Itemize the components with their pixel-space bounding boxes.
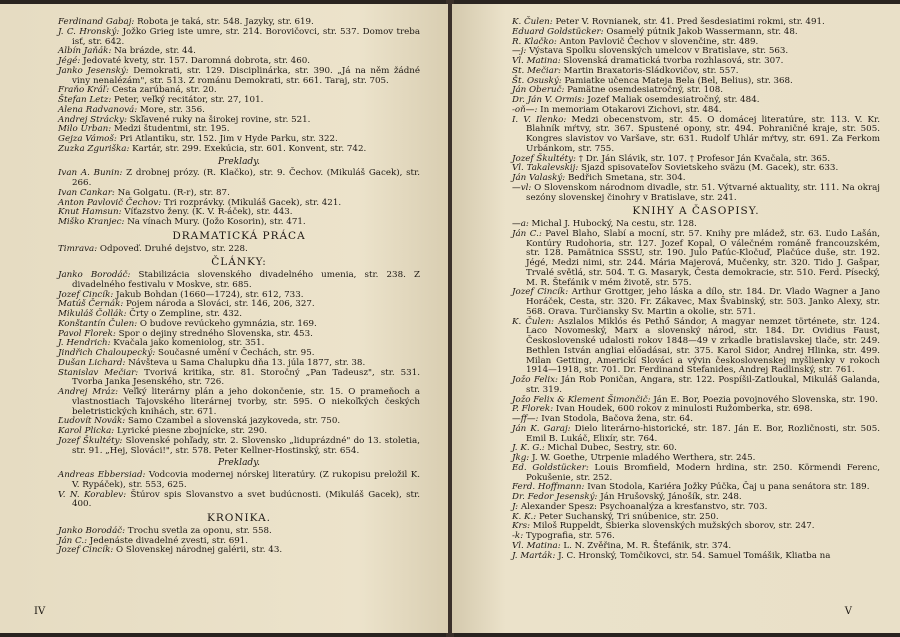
entry-author: Janko Jesenský: (58, 65, 129, 76)
index-entry (512, 376, 880, 396)
entry-author: Gejza Vámoš: (58, 134, 117, 144)
entry-author: Jindřich Chaloupecký: (58, 348, 156, 358)
entry-text: Ivan Houdek, 600 rokov z minulosti Ružomberka, str. 698. (553, 404, 813, 415)
entry-text: Současné umění v Čechách, str. 95. (155, 348, 315, 358)
index-entry (58, 218, 420, 228)
left-heading-dramaticka: DRAMATICKÁ PRÁCA (172, 229, 306, 242)
entry-text: More, str. 356. (137, 104, 205, 115)
entry-author: Ivan A. Bunin: (58, 168, 123, 179)
entry-text: Kartár, str. 299. Exekúcia, str. 601. Konvent, str. 742. (129, 143, 367, 154)
entry-author: Ferd. Hoffmann: (512, 482, 585, 493)
left-column (58, 18, 420, 556)
entry-author: Ján Oberuč: (512, 85, 565, 96)
entry-author: Knut Hamsun: (58, 207, 122, 218)
entry-author: Pavol Florek: (58, 328, 116, 339)
left-block6 (58, 527, 420, 556)
entry-author: -k: (512, 531, 524, 541)
entry-author: Stanislav Mečiar: (58, 367, 139, 378)
entry-text: Tvorivá kritika, str. 81. Storočný „Pan Tadeusz", str. 531. Tvorba Janka Jesenského, str. 726. (72, 367, 420, 388)
entry-author: —j: (512, 46, 527, 57)
right-block1 (512, 18, 880, 203)
entry-author: Zuzka Zguriška: (58, 143, 130, 154)
entry-text: Peter V. Rovnianek, str. 41. Pred šesdesiatimi rokmi, str. 491. (552, 17, 825, 27)
left-block2 (58, 169, 420, 228)
entry-author: Jozef Škultéty: (512, 153, 576, 164)
entry-author: J: (512, 501, 519, 512)
entry-text: Jakub Bohdan (1660—1724), str. 612, 733. (113, 289, 304, 300)
index-entry (58, 546, 420, 556)
index-entry (58, 271, 420, 291)
entry-text: Lyrické piesne zbojnícke, str. 290. (114, 426, 268, 436)
left-block3 (58, 245, 420, 255)
entry-text: Aszlalos Miklós és Pethő Sándor, A magyar nemzet története, str. 124. Laco Novomeský, Marx a slovenský národ, str. 184. Dr. Ovidius Faust, Československé udalosti rokov 1848—49 v zrkadle bratislavskej tlače, str. 249. Bethlen István angliai előadásai, str. 375. Karol Sidor, Andrej Hlinka, str. 499. Milan Getting, Americkí Slováci a vývin československej myšlienky v rokoch 1914—1918, str. 701. Dr. Ferdinand Stefanides, Andrej Radlinský, str. 761. (526, 316, 880, 376)
entry-author: J. C. Hronský: (58, 26, 120, 37)
entry-text: Pamiatke učenca Mateja Bela (Bel, Belius), str. 368. (561, 75, 793, 86)
entry-author: Eduard Goldstücker: (512, 26, 604, 37)
entry-text: Na brázde, str. 44. (111, 46, 196, 57)
entry-text: Louis Bromfield, Modern hrdina, str. 250. Körmendi Ferenc, Pokušenie, str. 252. (526, 462, 880, 483)
entry-text: Robota je taká, str. 548. Jazyky, str. 619. (134, 17, 314, 27)
entry-author: Janko Borodáč: (58, 270, 131, 280)
entry-text: Jedenáste divadelné zvesti, str. 691. (87, 535, 249, 546)
left-heading-clanky: ČLÁNKY: (211, 256, 267, 269)
index-entry (58, 245, 420, 255)
entry-author: Karol Plicka: (58, 426, 115, 436)
entry-text: Typografia, str. 576. (523, 531, 615, 541)
entry-text: Z drobnej prózy. (R. Klačko), str. 9. Čechov. (Mikuláš Gacek), str. 266. (72, 168, 420, 188)
entry-text: Martin Braxatoris-Sládkovičov, str. 557. (560, 65, 739, 76)
entry-text: Demokrati, str. 129. Disciplinárka, str. 390. „Já na něm žádné viny nenalézám", str. 513. Z románu Demokrati, str. 661. Taraj, str. 705. (72, 65, 420, 86)
right-column (512, 18, 880, 561)
entry-author: Andrej Strácky: (58, 114, 127, 125)
entry-author: K. Čulen: (512, 17, 553, 27)
entry-author: Andreas Ebbersiad: (58, 470, 146, 480)
entry-text: Anton Pavlovič Čechov v slovenčine, str. 489. (556, 36, 759, 47)
entry-author: I. V. Ilenko: (512, 114, 567, 125)
entry-author: Ján C.: (58, 535, 88, 546)
entry-author: Dr. Fedor Jesenský: (512, 492, 598, 502)
entry-text: Ivan Stodola, Kariéra Jožky Púčka, Čaj u pana senátora str. 189. (584, 482, 870, 493)
entry-text: Medzi študentmi, str. 195. (111, 124, 230, 135)
entry-author: Konštantín Čulen: (58, 318, 138, 329)
left-heading-kronika: KRONIKA. (206, 512, 272, 524)
entry-author: Ed. Goldstücker: (512, 462, 589, 473)
entry-author: Miško Kranjec: (58, 217, 125, 227)
entry-text: Spor o dejiny stredného Slovenska, str. 453. (115, 328, 313, 339)
entry-author: Jégé: (58, 56, 81, 66)
entry-author: St. Mečiar: (512, 65, 561, 76)
entry-author: Jožo Felix: (512, 375, 558, 385)
entry-author: K. Čulen: (512, 316, 554, 327)
entry-author: Albín Jaňák: (58, 46, 112, 57)
entry-text: Črty o Zempline, str. 432. (126, 309, 243, 319)
entry-author: Mikuláš Čollák: (58, 309, 127, 319)
entry-author: Ivan Cankar: (58, 187, 115, 198)
entry-author: —a: (512, 219, 529, 229)
entry-author: Jozef Škultéty: (58, 435, 123, 446)
entry-author: Jozef Cincík: (58, 289, 114, 300)
entry-text: Pavel Blaho, Slabí a mocní, str. 57. Knihy pre mládež, str. 63. Ľudo Lašán, Kontúry Rudohoria, str. 127. Jozef Kopal, O válečném románě francouzském, str. 128. Pamätnica SSSU, str. 190. Julo Paťúc-Kločuď, Plačúce duše, str. 192. Jégé, Medzi nimi, str. 244. Mária Majerová, Mučenky, str. 320. Tido J. Gašpar, Trvalé světlá, str. 504. T. G. Masaryk, Česta demokracie, str. 510. Ferd. Písecký, M. R. Štefánik v mém životě, str. 575. (526, 228, 880, 288)
entry-author: Jkg: (512, 453, 530, 463)
entry-text: Skľavené ruky na širokej rovine, str. 521. (126, 114, 311, 125)
index-entry (512, 230, 880, 289)
entry-text: In memoriam Otakarovi Zichovi, str. 484. (537, 104, 722, 115)
entry-author: -oň—: (512, 104, 538, 115)
entry-text: Sjazd spisovateľov Sovietskeho sväzu (M. Gacek), str. 633. (578, 163, 839, 174)
entry-author: Timrava: (58, 243, 98, 254)
entry-author: Štefan Letz: (58, 95, 112, 105)
index-entry (58, 28, 420, 48)
entry-text: Na Golgatu. (R-r), str. 87. (114, 187, 230, 198)
entry-author: Milo Urban: (58, 124, 112, 135)
entry-text: Dielo literárno-historické, str. 187. Ján E. Bor, Rozličnosti, str. 505. Emil B. Lukáč, Elixír, str. 764. (526, 423, 880, 444)
right-heading-knihy: KNIHY A ČASOPISY. (632, 205, 760, 218)
index-entry (58, 67, 420, 87)
entry-author: V. N. Korablev: (58, 489, 127, 500)
entry-text: O Slovenskom národnom divadle, str. 51. Výtvarné aktuality, str. 111. Na okraj sezóny slovenskej činohry v Bratislave, str. 241. (526, 182, 880, 203)
entry-text: Tri rozprávky. (Mikuláš Gacek), str. 421. (161, 197, 342, 208)
entry-text: Výstava Spolku slovenských umelcov v Bratislave, str. 563. (526, 46, 789, 57)
left-block1 (58, 18, 420, 155)
entry-text: Odpoveď. Druhé dejstvo, str. 228. (97, 243, 248, 254)
index-entry (512, 318, 880, 377)
entry-text: Stabilizácia slovenského divadelného umenia, str. 238. Z divadelného festivalu v Moskve, str. 685. (72, 270, 421, 290)
entry-author: Fraňo Kráľ: (58, 85, 110, 96)
entry-text: Ján E. Bor, Poezia povojnového Slovenska, str. 190. (650, 394, 878, 405)
entry-author: J. K. G.: (512, 443, 545, 454)
left-subheading-2: Preklady. (218, 458, 260, 469)
entry-text: Peter, veľký recitátor, str. 27, 101. (111, 95, 264, 105)
entry-text: Bedřich Smetana, str. 304. (565, 173, 686, 183)
entry-text: Samo Czambel a slovenská jazykoveda, str. 750. (125, 416, 341, 427)
entry-text: Ivan Stodola, Bačova žena, str. 64. (538, 414, 694, 424)
right-page (452, 4, 900, 633)
entry-text: Víťazstvo ženy. (K. V. R-áček), str. 443. (121, 207, 293, 218)
entry-text: Veľký literárny plán a jeho dokončenie, str. 15. O prameňoch a vlastnostiach Tajovského literárnej tvorby, str. 595. O niekoľkých českých beletristických knihách, str. 671. (72, 387, 420, 417)
entry-author: Ján K. Garaj: (512, 423, 571, 434)
entry-text: Ján Hrušovský, Jánošík, str. 248. (597, 492, 742, 502)
entry-author: Ľudovít Novák: (58, 416, 126, 427)
entry-text: Trochu svetla za oponu, str. 558. (125, 525, 272, 536)
index-entry (512, 425, 880, 445)
entry-author: Št. Osuský: (512, 75, 562, 86)
entry-author: Ferdinand Gabaj: (58, 17, 135, 27)
index-entry (512, 552, 880, 562)
entry-text: Štúrov spis Slovanstvo a svet budúcnosti. (Mikuláš Gacek), str. 400. (72, 489, 420, 510)
entry-text: Slovenské pohľady, str. 2. Slovensko „liduprázdné" do 13. stoletia, str. 91. „Hej, Slováci!", str. 578. Peter Kellner-Hostinský, str. 654. (72, 435, 420, 456)
entry-text: Ján Rob Poničan, Angara, str. 122. Pospíšil-Zatloukal, Mikuláš Galanda, str. 319. (526, 375, 880, 395)
entry-text: Slovenská dramatická tvorba rozhlasová, str. 307. (560, 56, 784, 66)
index-entry (58, 169, 420, 189)
entry-author: Vl. Takalevskij: (512, 163, 579, 174)
entry-author: Andrej Mráz: (58, 387, 119, 397)
entry-text: Miloš Ruppeldt, Sbierka slovenských mužských sborov, str. 247. (530, 521, 815, 532)
entry-author: Jozef Cincík: (512, 287, 569, 298)
index-entry (58, 471, 420, 491)
entry-text: Osamelý pútnik Jakob Wassermann, str. 48. (603, 26, 798, 37)
entry-text: J. C. Hronský, Tomčikovci, str. 54. Samuel Tomášik, Kliatba na (555, 550, 831, 561)
entry-author: Alena Radvanová: (58, 104, 138, 115)
entry-text: Peter Suchanský, Tri snúbenice, str. 250. (536, 511, 719, 522)
entry-author: R. Klačko: (512, 36, 557, 47)
entry-author: Matúš Černák: (58, 299, 124, 310)
entry-text: J. W. Goethe, Utrpenie mladého Werthera, str. 245. (529, 453, 756, 463)
entry-author: P. Florek: (512, 404, 554, 415)
left-page-number: IV (34, 606, 46, 617)
entry-text: Michal Dubec, Sestry, str. 60. (544, 443, 677, 454)
index-entry (58, 145, 420, 155)
entry-text: Jožko Grieg iste umre, str. 214. Borovičovci, str. 537. Domov treba isť, str. 642. (72, 26, 420, 47)
entry-author: —ff—: (512, 414, 539, 424)
entry-author: Anton Pavlovič Čechov: (58, 197, 162, 208)
index-entry (512, 288, 880, 317)
right-page-number: V (844, 606, 852, 617)
entry-author: Dušan Lichard: (58, 357, 126, 368)
left-subheading-1: Preklady. (218, 156, 260, 167)
entry-text: Alexander Spesz: Psychoanalýza a kresťanstvo, str. 703. (518, 501, 768, 512)
entry-text: Na vínach Mury. (Jožo Kosorin), str. 471. (124, 217, 306, 227)
entry-author: Janko Borodáč: (58, 525, 126, 536)
entry-author: Jožo Felix & Klement Šimončič: (512, 394, 651, 405)
entry-author: Vl. Matina: (512, 56, 561, 66)
entry-text: Kvačala jako komeniolog, str. 351. (110, 338, 265, 349)
entry-author: Vl. Matina: (512, 540, 561, 551)
entry-text: Návšteva u Sama Chalupku dňa 13. júla 1877, str. 38. (125, 357, 366, 368)
entry-author: Ján C.: (512, 228, 542, 239)
entry-author: Ján Valaský: (512, 173, 566, 183)
entry-text: Jedovaté kvety, str. 157. Daromná dobrota, str. 460. (80, 56, 311, 66)
entry-text: Pri Atlantiku, str. 152. Jim v Hyde Parku, str. 322. (116, 134, 338, 144)
index-entry (58, 491, 420, 511)
entry-author: Dr. Ján V. Ormis: (512, 95, 585, 105)
entry-text: Jozef Maliak osemdesiatročný, str. 484. (584, 95, 760, 105)
index-entry (58, 437, 420, 457)
entry-text: Arthur Grottger, jeho láska a dílo, str. 184. Dr. Vlado Wagner a Jano Horáček, Cesta, str. 320. Fr. Zákavec, Max Švabinský, str. 503. Janko Alexy, str. 568. Orava. Turčiansky Sv. Martin a okolie, str. 571. (526, 287, 881, 317)
entry-author: Krs: (512, 521, 531, 532)
entry-text: Cesta zarúbaná, str. 20. (109, 85, 217, 96)
index-entry (58, 369, 420, 389)
entry-text: Pamätne osemdesiatročný, str. 108. (564, 85, 724, 96)
index-entry (512, 184, 880, 204)
entry-text: † Dr. Ján Slávik, str. 107. † Profesor Ján Kvačala, str. 365. (575, 153, 831, 164)
entry-author: J. Marták: (512, 550, 556, 561)
left-block5 (58, 471, 420, 510)
entry-author: J. Hendrich: (58, 338, 111, 349)
left-page (0, 4, 448, 633)
index-entry (512, 464, 880, 484)
entry-text: O Slovenskej národnej galérii, str. 43. (113, 545, 283, 556)
entry-text: Medzi obecenstvom, str. 45. O domácej literatúre, str. 113. V. Kr. Blahník mŕtvy, str. 367. Spustené opony, str. 494. Pohraničné kraje, str. 505. Kongres slavistov vo Varšave, str. 631. Rudolf Uhlár mŕtvy, str. 691. Za Ferkom Urbánkom, str. 755. (526, 114, 880, 154)
entry-text: Michal J. Hubocký, Na cestu, str. 128. (528, 219, 697, 229)
entry-author: K. K.: (512, 511, 537, 522)
entry-text: Vodcovia modernej nórskej literatúry. (Z rukopisu preložil K. V. Rypáček), str. 553, 625. (72, 470, 420, 490)
right-block2 (512, 220, 880, 561)
index-entry (512, 116, 880, 155)
index-entry (58, 388, 420, 417)
entry-text: O budove revúckeho gymnázia, str. 169. (137, 318, 317, 329)
entry-author: Jozef Cincík: (58, 545, 114, 556)
entry-text: L. N. Zvěřina, M. R. Štefánik, str. 374. (560, 540, 732, 551)
entry-author: —vl: (512, 182, 532, 193)
entry-text: Pojem národa a Slováci, str. 146, 206, 327. (123, 299, 315, 310)
left-block4 (58, 271, 420, 456)
